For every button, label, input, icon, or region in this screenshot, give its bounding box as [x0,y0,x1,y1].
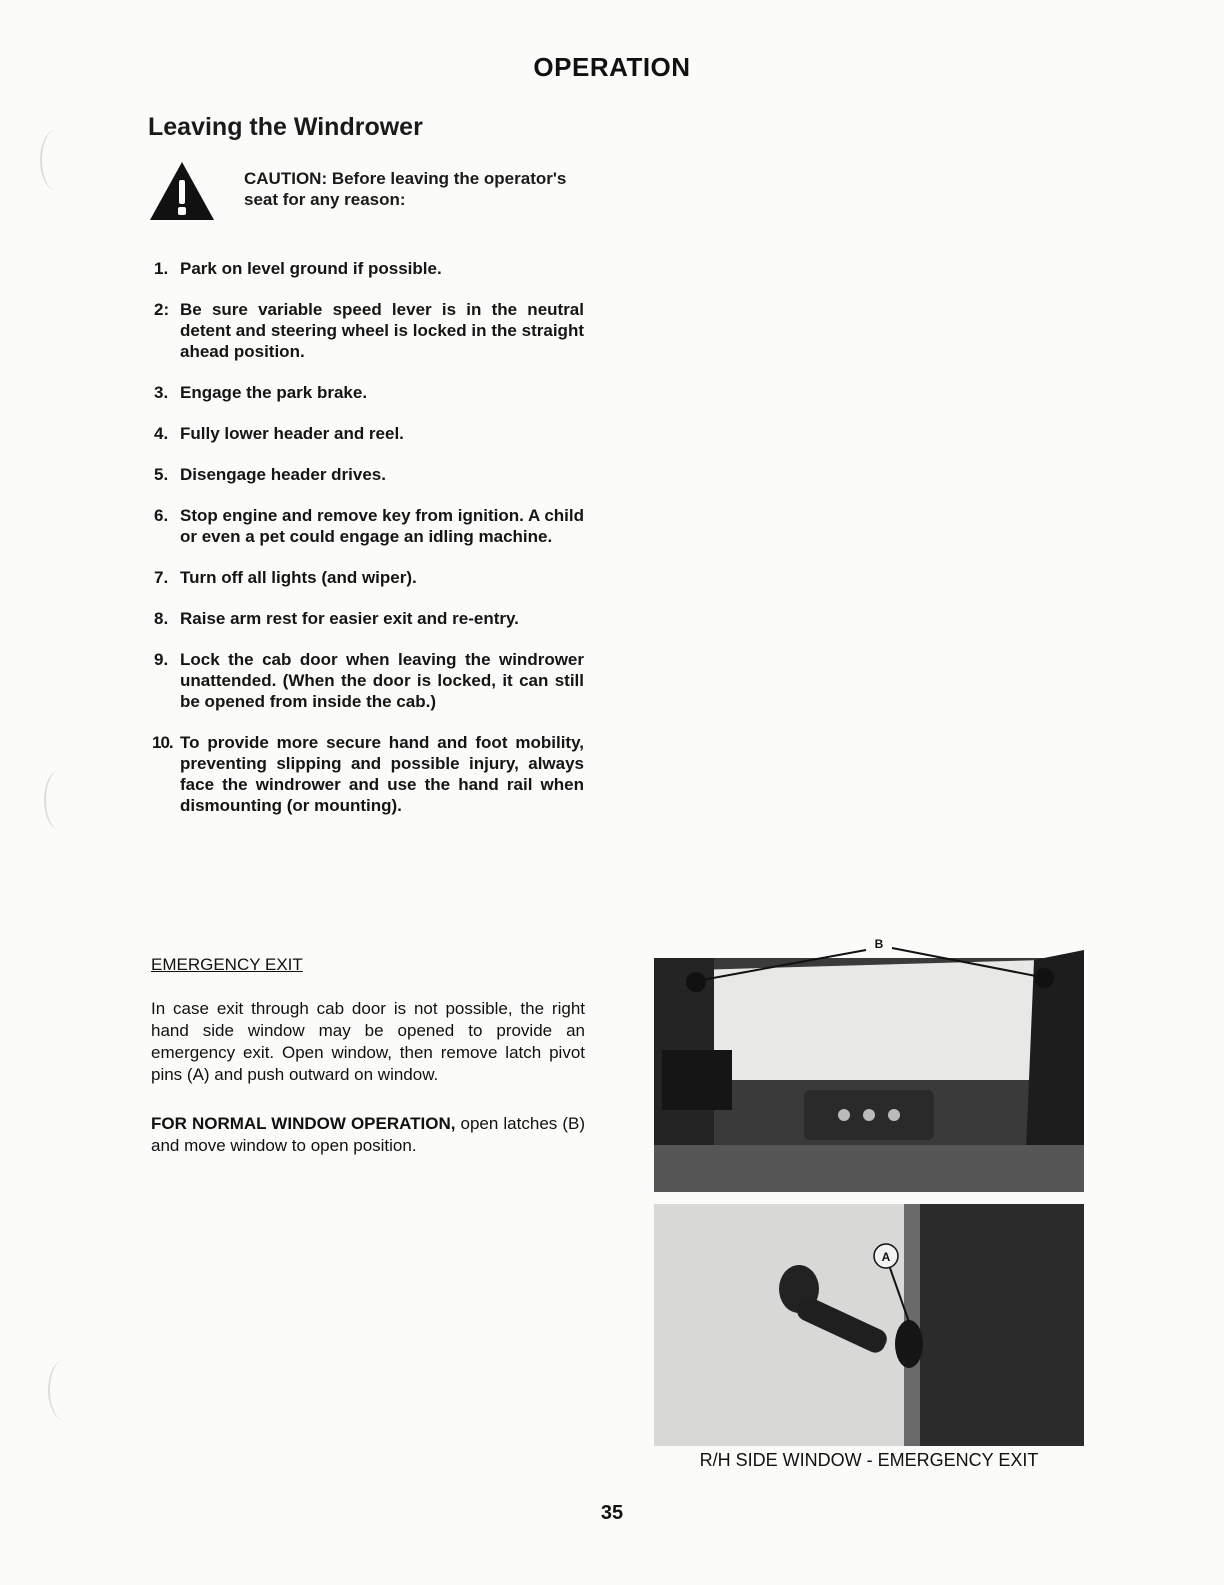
step-text: Engage the park brake. [180,383,368,402]
normal-operation-paragraph [151,1113,585,1157]
normal-operation-lead: FOR NORMAL WINDOW OPERATION, [151,1114,456,1133]
step-number: 2: [154,300,170,319]
figure-caption: R/H SIDE WINDOW - EMERGENCY EXIT [699,1450,1039,1470]
step-number: 5. [154,465,169,484]
step-text: Stop engine and remove key from ignition. A child or even a pet could engage an idling machine. [180,506,584,546]
step-number: 7. [154,568,169,587]
cab-window-latches-photo [654,930,1084,1192]
callout-label-a: A [881,1250,891,1264]
step-text: Disengage header drives. [180,465,386,484]
list-item [154,464,584,485]
step-text: Be sure variable speed lever is in the neutral detent and steering wheel is locked in the straight ahead position. [180,300,584,361]
step-text: Park on level ground if possible. [180,259,442,278]
steps-list [154,258,584,836]
list-item [154,299,584,362]
caution-text: CAUTION: Before leaving the operator's seat for any reason: [244,169,567,209]
step-number: 10. [152,733,173,752]
section-title: Leaving the Windrower [148,113,423,141]
step-text: Raise arm rest for easier exit and re-entry. [180,609,519,628]
step-number: 8. [154,609,169,628]
list-item [154,732,584,816]
list-item [154,382,584,403]
step-number: 1. [154,259,169,278]
step-number: 6. [154,506,169,525]
step-text: Turn off all lights (and wiper). [180,568,417,587]
step-text: Lock the cab door when leaving the windrower unattended. (When the door is locked, it can still be opened from inside the cab.) [180,650,584,711]
latch-pivot-pin-photo [654,1204,1084,1446]
callout-label-b: B [874,937,884,951]
warning-triangle-icon [148,160,216,222]
list-item [154,608,584,629]
step-number: 9. [154,650,169,669]
emergency-exit-paragraph: In case exit through cab door is not possible, the right hand side window may be opened to provide an emergency exit. Open window, then remove latch pivot pins (A) and push outward on window. [151,999,585,1084]
page-header-title: OPERATION [533,52,691,82]
step-number: 3. [154,383,169,402]
list-item [154,258,584,279]
step-text: Fully lower header and reel. [180,424,404,443]
page-number: 35 [600,1502,624,1524]
margin-scan-mark [48,1360,80,1420]
list-item [154,567,584,588]
list-item [154,505,584,547]
normal-operation-text: open latches (B) and move window to open position. [151,1114,585,1155]
step-text: To provide more secure hand and foot mobility, preventing slipping and possible injury, always face the windrower and use the hand rail when dismounting (or mounting). [180,733,584,815]
margin-scan-mark [44,770,76,830]
list-item [154,423,584,444]
list-item [154,649,584,712]
step-number: 4. [154,424,169,443]
emergency-exit-heading: EMERGENCY EXIT [151,955,303,974]
margin-scan-mark [40,130,72,190]
